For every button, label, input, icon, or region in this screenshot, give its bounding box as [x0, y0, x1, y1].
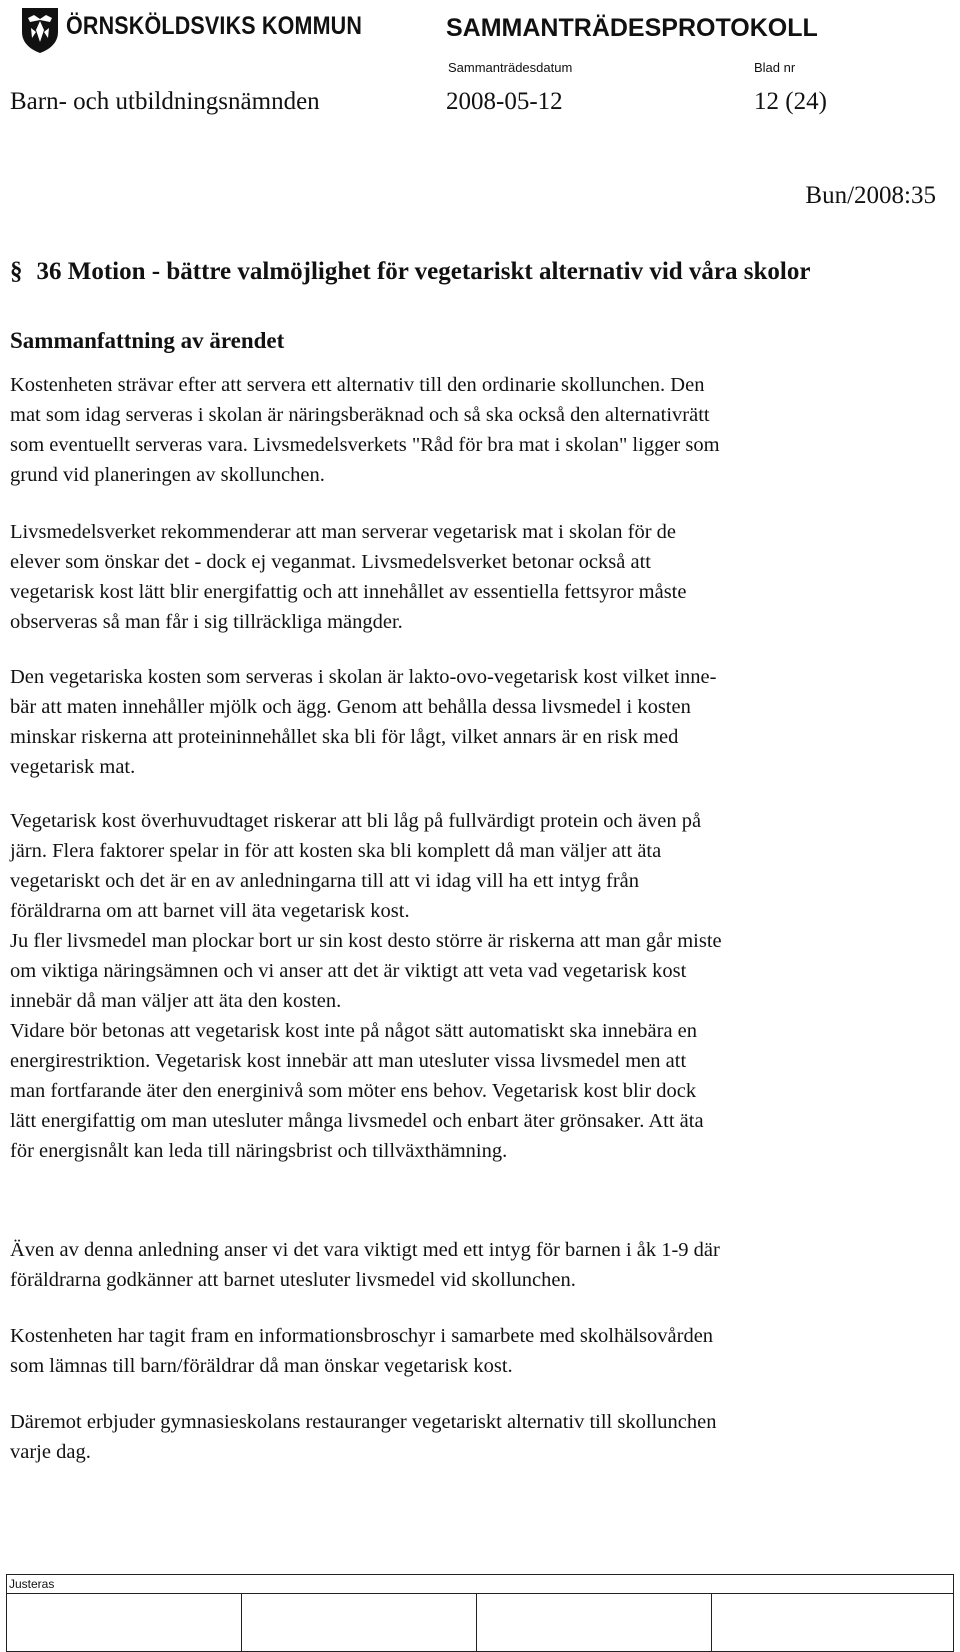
page-number: 12 (24) [754, 88, 827, 115]
text-line: elever som önskar det - dock ej veganmat. Livsmedelsverket betonar också att [10, 551, 651, 573]
paragraph [10, 662, 940, 782]
text-line: Kostenheten har tagit fram en informationsbroschyr i samarbete med skolhälsovården [10, 1325, 714, 1347]
page-label: Blad nr [754, 60, 796, 75]
text-line: varje dag. [10, 1441, 91, 1463]
text-line: Även av denna anledning anser vi det vara viktigt med ett intyg för barnen i åk 1-9 där [10, 1239, 720, 1261]
meeting-date: 2008-05-12 [446, 88, 563, 115]
justeras-label: Justeras [9, 1577, 55, 1591]
text-line: som lämnas till barn/föräldrar då man önskar vegetarisk kost. [10, 1355, 513, 1377]
municipal-crest-icon [20, 6, 60, 54]
text-line: lätt energifattig om man utesluter många livsmedel och enbart äter grönsaker. Att äta [10, 1110, 704, 1132]
text-line: föräldrarna om att barnet vill äta vegetarisk kost. [10, 900, 410, 922]
signature-box [242, 1594, 477, 1652]
text-line: som eventuellt serveras vara. Livsmedelsverkets "Råd för bra mat i skolan" ligger som [10, 434, 720, 456]
text-line: minskar riskerna att proteininnehållet ska bli för lågt, vilket annars är en risk med [10, 726, 679, 748]
paragraph [10, 370, 940, 490]
text-line: Kostenheten strävar efter att servera ett alternativ till den ordinarie skollunchen. Den [10, 374, 705, 396]
text-line: föräldrarna godkänner att barnet utesluter livsmedel vid skollunchen. [10, 1269, 576, 1291]
organization-name: ÖRNSKÖLDSVIKS KOMMUN [66, 12, 363, 40]
date-label: Sammanträdesdatum [448, 60, 573, 75]
paragraph [10, 1321, 940, 1381]
text-line: man fortfarande äter den energinivå som möter ens behov. Vegetarisk kost blir dock [10, 1080, 697, 1102]
text-line: Den vegetariska kosten som serveras i skolan är lakto-ovo-vegetarisk kost vilket inne- [10, 666, 717, 688]
text-line: grund vid planeringen av skollunchen. [10, 464, 325, 486]
text-line: om viktiga näringsämnen och vi anser att det är viktigt att veta vad vegetarisk kost [10, 960, 687, 982]
text-line: järn. Flera faktorer spelar in för att kosten ska bli komplett då man väljer att äta [10, 840, 662, 862]
committee-name: Barn- och utbildningsnämnden [10, 88, 320, 115]
text-line: vegetariskt och det är en av anledningarna till att vi idag vill ha ett intyg från [10, 870, 640, 892]
text-line: innebär då man väljer att äta den kosten. [10, 990, 342, 1012]
signature-table [6, 1574, 954, 1652]
text-line: Vegetarisk kost överhuvudtaget riskerar att bli låg på fullvärdigt protein och även på [10, 810, 702, 832]
signature-box [7, 1594, 242, 1652]
paragraph [10, 1407, 940, 1467]
text-line: bär att maten innehåller mjölk och ägg. Genom att behålla dessa livsmedel i kosten [10, 696, 691, 718]
signature-box [712, 1594, 954, 1652]
case-reference: Bun/2008:35 [805, 182, 936, 209]
text-line: observeras så man får i sig tillräckliga mängder. [10, 611, 403, 633]
document-type: SAMMANTRÄDESPROTOKOLL [446, 14, 818, 42]
text-line: för energisnålt kan leda till näringsbrist och tillväxthämning. [10, 1140, 508, 1162]
paragraph [10, 806, 940, 1166]
signature-box [477, 1594, 712, 1652]
text-line: vegetarisk mat. [10, 756, 136, 778]
text-line: mat som idag serveras i skolan är näringsberäknad och så ska också den alternativrätt [10, 404, 710, 426]
text-line: vegetarisk kost lätt blir energifattig och att innehållet av essentiella fettsyror måste [10, 581, 687, 603]
paragraph [10, 1235, 940, 1295]
text-line: Däremot erbjuder gymnasieskolans restauranger vegetariskt alternativ till skollunchen [10, 1411, 717, 1433]
section-heading [10, 258, 810, 286]
section-title: 36 Motion - bättre valmöjlighet för vegetariskt alternativ vid våra skolor [36, 258, 811, 285]
text-line: Ju fler livsmedel man plockar bort ur sin kost desto större är riskerna att man går miste [10, 930, 722, 952]
text-line: Vidare bör betonas att vegetarisk kost inte på något sätt automatiskt ska innebära en [10, 1020, 698, 1042]
text-line: energirestriktion. Vegetarisk kost innebär att man utesluter vissa livsmedel men att [10, 1050, 687, 1072]
justeras-cell [7, 1575, 954, 1594]
text-line: Livsmedelsverket rekommenderar att man serverar vegetarisk mat i skolan för de [10, 521, 676, 543]
summary-heading: Sammanfattning av ärendet [10, 328, 285, 353]
paragraph [10, 517, 940, 637]
section-mark: § [10, 258, 23, 285]
